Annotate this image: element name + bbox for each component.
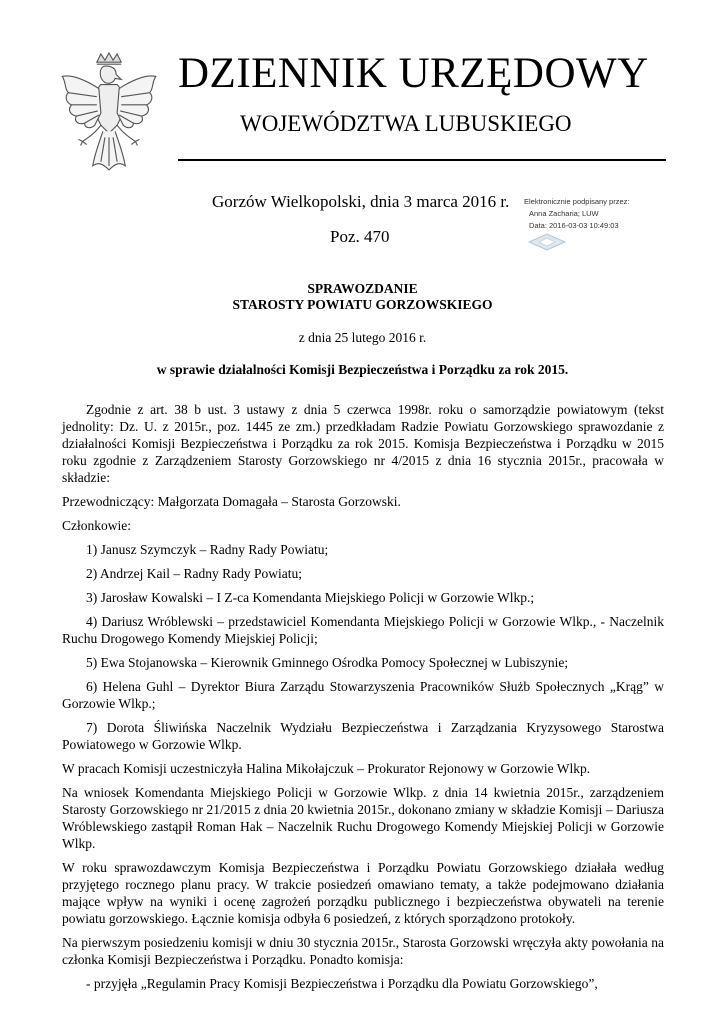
prosecutor-paragraph: W pracach Komisji uczestniczyła Halina Mikołajczuk – Prokurator Rejonowy w Gorzowie Wlkp.	[62, 761, 591, 776]
document-body	[62, 401, 664, 999]
signature-signer: Anna Zacharia; LUW	[529, 209, 599, 218]
member-item: 7) Dorota Śliwińska Naczelnik Wydziału Bezpieczeństwa i Zarządzania Kryzysowego Starostwa Powiatowego w Gorzowie Wlkp.	[62, 720, 664, 752]
members-label: Członkowie:	[62, 518, 131, 533]
position-number: Poz. 470	[330, 227, 390, 246]
composition-change-paragraph: Na wniosek Komendanta Miejskiego Policji w Gorzowie Wlkp. z dnia 14 kwietnia 2015r., zarządzeniem Starosty Gorzowskiego nr 21/2015 z dnia 20 kwietnia 2015r., dokonano zmiany w składzie Komisji – Dariusza Wróblewskiego zastąpił Roman Hak – Naczelnik Ruchu Drogowego Komendy Miejskiej Policji w Gorzowie Wlkp.	[62, 785, 664, 851]
meetings-paragraph: W roku sprawozdawczym Komisja Bezpieczeństwa i Porządku Powiatu Gorzowskiego działała według przyjętego rocznego planu pracy. W trakcie posiedzeń omawiano tematy, a także podejmowano działania mające wpływ na wyniki i ocenę zagrożeń porządku publicznego i bezpieczeństwa obywateli na terenie powiatu gorzowskiego. Łącznie komisja odbyła 6 posiedzeń, z których sporządzono protokoły.	[62, 860, 664, 926]
journal-title: DZIENNIK URZĘDOWY	[178, 50, 649, 97]
document-date: z dnia 25 lutego 2016 r.	[298, 330, 427, 345]
rules-item: - przyjęła „Regulamin Pracy Komisji Bezpieczeństwa i Porządku dla Powiatu Gorzowskiego”,	[86, 976, 598, 991]
header-divider	[178, 159, 666, 161]
member-item: 2) Andrzej Kail – Radny Rady Powiatu;	[86, 566, 302, 581]
polish-eagle-emblem-icon	[58, 52, 160, 176]
member-item: 1) Janusz Szymczyk – Radny Rady Powiatu;	[86, 542, 329, 557]
member-item: 4) Dariusz Wróblewski – przedstawiciel Komendanta Miejskiego Policji w Gorzowie Wlkp., - Naczelnik Ruchu Drogowego Komendy Miejskiej Policji;	[62, 614, 664, 646]
member-item: 5) Ewa Stojanowska – Kierownik Gminnego Ośrodka Pomocy Społecznej w Lubiszynie;	[86, 655, 569, 670]
member-item: 6) Helena Guhl – Dyrektor Biura Zarządu Stowarzyszenia Pracowników Służb Społecznych „Krąg” w Gorzowie Wlkp.;	[62, 679, 664, 711]
member-item: 3) Jarosław Kowalski – I Z-ca Komendanta Miejskiego Policji w Gorzowie Wlkp.;	[86, 590, 535, 605]
document-subject: w sprawie działalności Komisji Bezpieczeństwa i Porządku za rok 2015.	[156, 362, 569, 377]
journal-subtitle: WOJEWÓDZTWA LUBUSKIEGO	[240, 111, 572, 136]
signature-seal-icon	[527, 232, 567, 252]
signature-date: Data: 2016-03-03 10:49:03	[529, 221, 619, 230]
document-type: SPRAWOZDANIE	[307, 281, 418, 296]
intro-paragraph: Zgodnie z art. 38 b ust. 3 ustawy z dnia 5 czerwca 1998r. roku o samorządzie powiatowym (tekst jednolity: Dz. U. z 2015r., poz. 1445 ze zm.) przedkładam Radzie Powiatu Gorzowskiego sprawozdanie z działalności Komisji Bezpieczeństwa i Porządku za rok 2015. Komisja Bezpieczeństwa i Porządku w 2015 roku zgodnie z Zarządzeniem Starosty Gorzowskiego nr 4/2015 z dnia 16 stycznia 2015r., pracowała w składzie:	[62, 402, 664, 485]
place-and-date: Gorzów Wielkopolski, dnia 3 marca 2016 r.	[212, 192, 510, 211]
electronic-signature	[524, 196, 664, 232]
chair-paragraph: Przewodniczący: Małgorzata Domagała – Starosta Gorzowski.	[62, 494, 401, 509]
signature-line-1: Elektronicznie podpisany przez:	[524, 197, 630, 206]
document-issuer: STAROSTY POWIATU GORZOWSKIEGO	[232, 297, 493, 312]
first-meeting-paragraph: Na pierwszym posiedzeniu komisji w dniu 30 stycznia 2015r., Starosta Gorzowski wręczyła akty powołania na członka Komisji Bezpieczeństwa i Porządku. Ponadto komisja:	[62, 935, 664, 967]
